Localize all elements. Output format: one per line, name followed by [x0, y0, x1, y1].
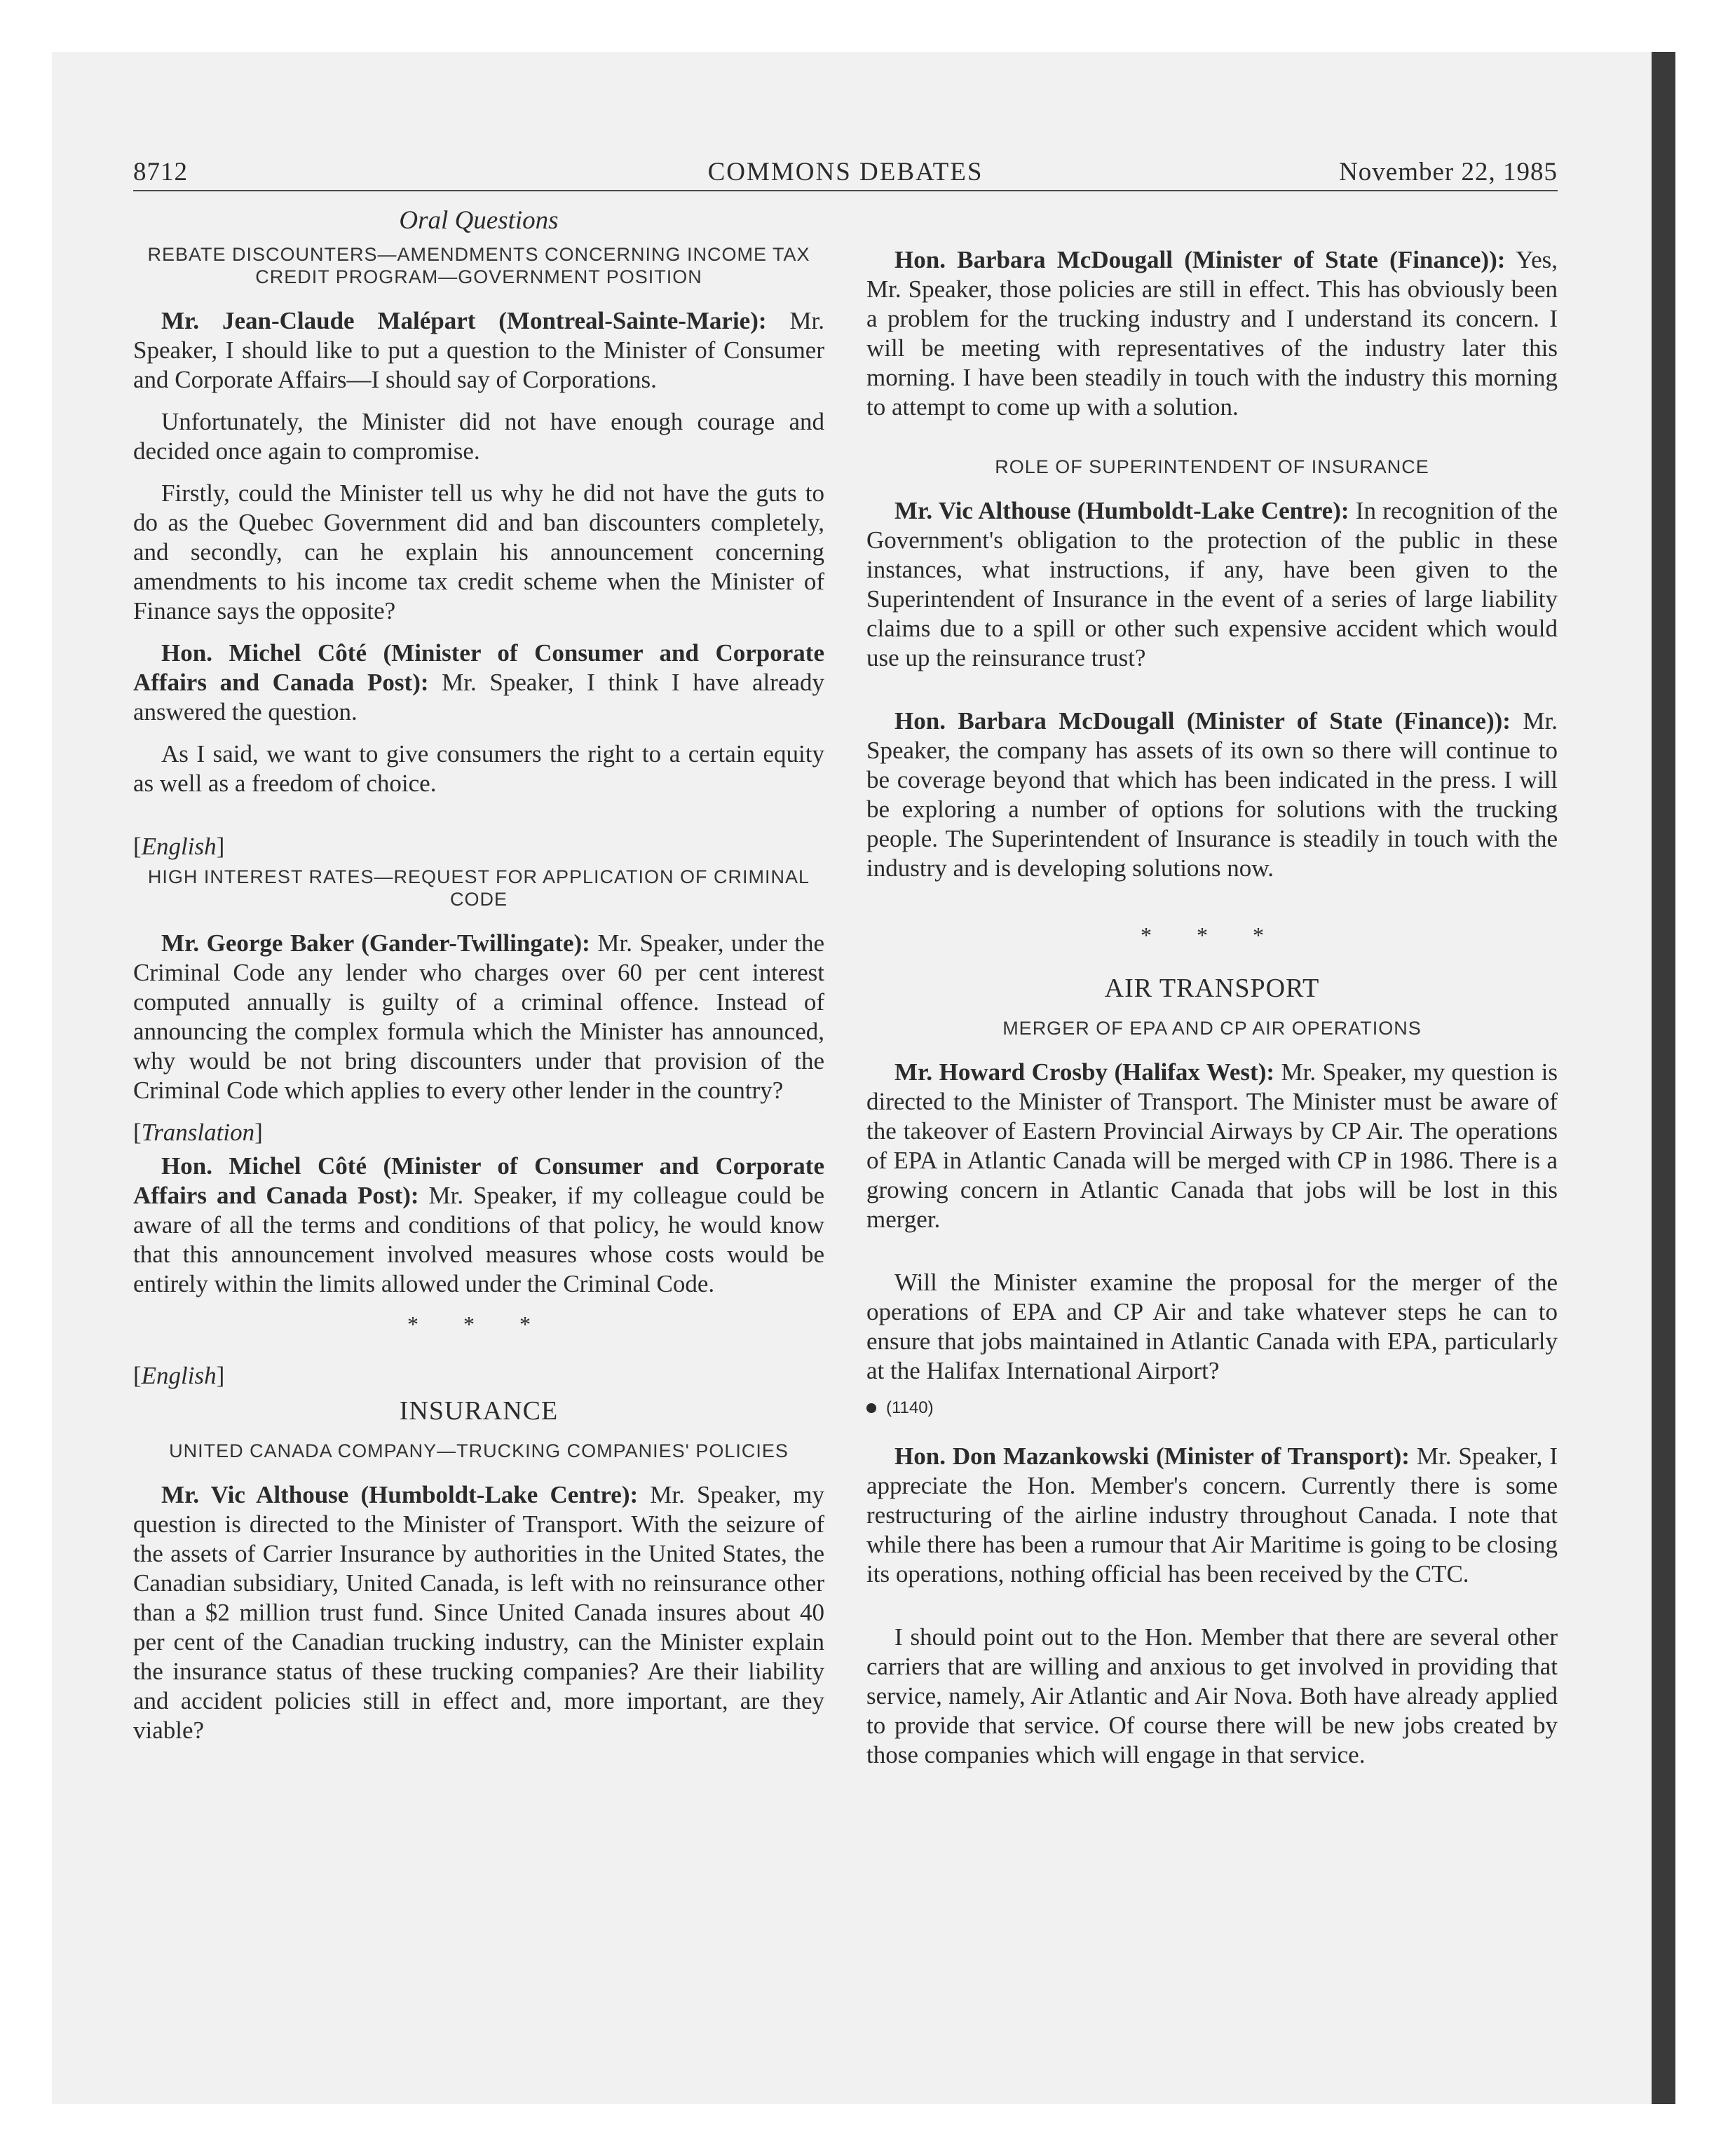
paragraph	[866, 707, 1558, 883]
speaker-name: Hon. Barbara McDougall (Minister of State (Finance)):	[894, 246, 1506, 273]
speech-text: Mr. Speaker, my question is directed to the Minister of Transport. The Minister must be aware of the takeover of Eastern Provincial Airways by CP Air. The operations of EPA in Atlantic Canada will be merged with CP in 1986. There is a growing concern in Atlantic Canada that jobs will be lost in this merger.	[866, 1058, 1558, 1233]
speaker-name: Mr. Vic Althouse (Humboldt-Lake Centre):	[894, 497, 1349, 524]
section-separator: * * *	[1141, 922, 1284, 948]
speech-text: Mr. Speaker, I think I have already answered the question.	[133, 669, 825, 725]
speech-text: Mr. Speaker, my question is directed to the Minister of Transport. With the seizure of the assets of Carrier Insurance by authorities in the United States, the Canadian subsidiary, United Canada, is left with no reinsurance other than a $2 million trust fund. Since United Canada insures about 40 per cent of the Canadian trucking industry, can the Minister explain the insurance status of these trucking companies? Are their liability and accident policies still in effect and, more important, are they viable?	[133, 1481, 824, 1744]
subheading-high-interest-rates: HIGH INTEREST RATES—REQUEST FOR APPLICATION OF CRIMINAL CODE	[147, 866, 810, 910]
bullet-icon	[866, 1403, 876, 1413]
header-rule	[133, 190, 1558, 191]
subheading-united-canada: UNITED CANADA COMPANY—TRUCKING COMPANIES' POLICIES	[169, 1440, 789, 1461]
speaker-name: Hon. Barbara McDougall (Minister of State (Finance)):	[894, 707, 1511, 735]
speech-text: Yes, Mr. Speaker, those policies are still in effect. This has obviously been a problem for the trucking industry and I understand its concern. I will be meeting with representatives of the industry later this morning. I have been steadily in touch with the industry this morning to attempt to come up with a solution.	[866, 246, 1558, 421]
left-column	[133, 200, 824, 1758]
paragraph: I should point out to the Hon. Member that there are several other carriers that are willing and anxious to get involved in providing that service, namely, Air Atlantic and Air Nova. Both have already applied to provide that service. Of course there will be new jobs created by those companies which will engage in that service.	[866, 1623, 1558, 1768]
subheading-epa-cp-merger: MERGER OF EPA AND CP AIR OPERATIONS	[1002, 1018, 1422, 1039]
speaker-name: Mr. Howard Crosby (Halifax West):	[894, 1058, 1275, 1086]
speaker-name: Hon. Michel Côté (Minister of Consumer and Corporate Affairs and Canada Post):	[133, 639, 824, 696]
section-title: Oral Questions	[399, 206, 559, 235]
speech-text: Mr. Speaker, the company has assets of its own so there will continue to be coverage beyond that which has been indicated in the press. I will be exploring a number of options for solutions with the trucking people. The Superintendent of Insurance is steadily in touch with the industry and is developing solutions now.	[866, 707, 1558, 882]
heading-insurance: INSURANCE	[399, 1396, 559, 1426]
paragraph	[133, 306, 824, 395]
page-edge-shadow	[1652, 52, 1675, 2104]
language-note: [English]	[133, 833, 225, 860]
running-header	[133, 154, 1558, 191]
page-number: 8712	[133, 158, 188, 186]
right-column	[866, 245, 1558, 1782]
paragraph: Will the Minister examine the proposal for the merger of the operations of EPA and CP Air and take whatever steps he can to ensure that jobs maintained in Atlantic Canada with EPA, particularly at the Halifax International Airport?	[866, 1269, 1558, 1384]
speaker-name: Mr. Vic Althouse (Humboldt-Lake Centre):	[161, 1481, 639, 1508]
paragraph	[866, 1058, 1558, 1234]
language-note: [English]	[133, 1362, 225, 1389]
paragraph: Unfortunately, the Minister did not have enough courage and decided once again to compromise.	[133, 408, 824, 465]
speaker-name: Mr. Jean-Claude Malépart (Montreal-Sainte-Marie):	[161, 307, 767, 334]
paragraph	[133, 1152, 824, 1299]
header-date: November 22, 1985	[1339, 158, 1558, 186]
speaker-name: Hon. Don Mazankowski (Minister of Transport):	[894, 1442, 1410, 1470]
heading-air-transport: AIR TRANSPORT	[1104, 974, 1320, 1003]
paragraph: Firstly, could the Minister tell us why he did not have the guts to do as the Quebec Government did and ban discounters completely, and secondly, can he explain his announcement concerning amendments to his income tax credit scheme when the Minister of Finance says the opposite?	[133, 479, 824, 625]
time-marker	[866, 1398, 1558, 1418]
paragraph	[866, 1442, 1558, 1589]
publication-title: COMMONS DEBATES	[707, 158, 984, 186]
speaker-name: Hon. Michel Côté (Minister of Consumer and Corporate Affairs and Canada Post):	[133, 1152, 824, 1209]
paragraph: As I said, we want to give consumers the right to a certain equity as well as a freedom of choice.	[133, 740, 824, 797]
paragraph	[133, 1480, 824, 1745]
speech-text: Mr. Speaker, under the Criminal Code any lender who charges over 60 per cent interest computed annually is guilty of a criminal offence. Instead of announcing the complex formula which the Minister has announced, why would be not bring discounters under that provision of the Criminal Code which applies to every other lender in the country?	[133, 929, 824, 1104]
paragraph	[133, 929, 824, 1105]
paragraph	[866, 245, 1558, 422]
section-separator: * * *	[407, 1311, 550, 1337]
paragraph	[133, 639, 824, 727]
speech-text: Mr. Speaker, I appreciate the Hon. Member's concern. Currently there is some restructuring of the airline industry throughout Canada. I note that while there has been a rumour that Air Maritime is going to be closing its operations, nothing official has been received by the CTC.	[866, 1442, 1558, 1588]
subheading-superintendent: ROLE OF SUPERINTENDENT OF INSURANCE	[995, 456, 1429, 477]
speech-text: Mr. Speaker, I should like to put a question to the Minister of Consumer and Corporate Affairs—I should say of Corporations.	[133, 307, 824, 393]
language-note: [Translation]	[133, 1119, 263, 1146]
time-stamp: (1140)	[886, 1398, 934, 1417]
paragraph	[866, 496, 1558, 673]
speech-text: In recognition of the Government's obligation to the protection of the public in these instances, what instructions, if any, have been given to the Superintendent of Insurance in the event of a series of large liability claims due to a spill or other such expensive accident which would use up the reinsurance trust?	[866, 497, 1558, 671]
speech-text: Mr. Speaker, if my colleague could be aware of all the terms and conditions of that policy, he would know that this announcement involved measures whose costs would be entirely within the limits allowed under the Criminal Code.	[133, 1182, 824, 1297]
speaker-name: Mr. George Baker (Gander-Twillingate):	[161, 929, 590, 957]
subheading-rebate-discounters: REBATE DISCOUNTERS—AMENDMENTS CONCERNING INCOME TAX CREDIT PROGRAM—GOVERNMENT POSITION	[147, 244, 810, 287]
